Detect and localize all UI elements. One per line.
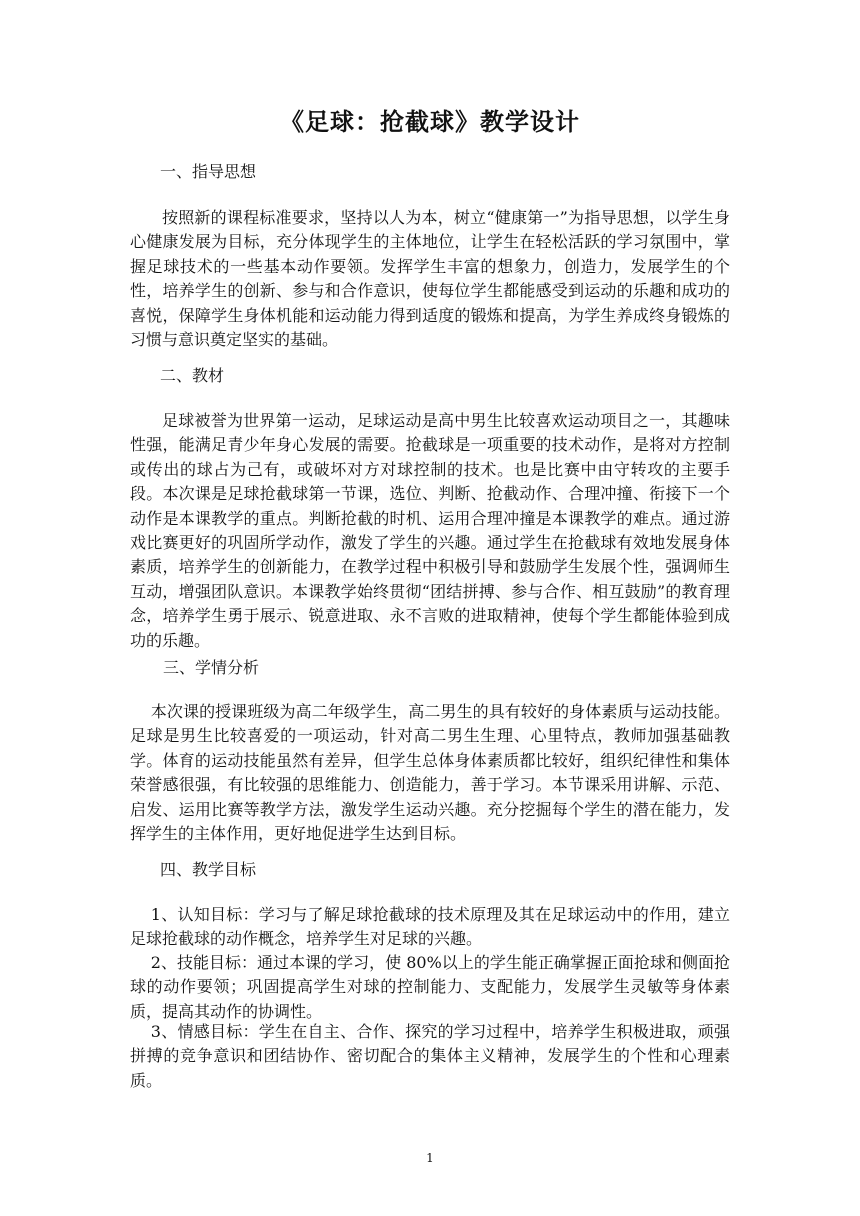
section-heading-guiding-thought: 一、指导思想 bbox=[160, 162, 257, 181]
objective-emotional: 3、情感目标：学生在自主、合作、探究的学习过程中，培养学生积极进取，顽强拼搏的竞争意识和团结协作、密切配合的集体主义精神，发展学生的个性和心理素质。 bbox=[130, 1022, 730, 1090]
section-heading-teaching-objectives: 四、教学目标 bbox=[160, 860, 257, 879]
objective-cognitive: 1、认知目标：学习与了解足球抢截球的技术原理及其在足球运动中的作用，建立足球抢截球的动作概念，培养学生对足球的兴趣。 bbox=[130, 905, 730, 949]
section-heading-teaching-material: 二、教材 bbox=[160, 366, 225, 385]
objective-skill: 2、技能目标：通过本课的学习，使 80%以上的学生能正确掌握正面抢球和侧面抢球的动作要领；巩固提高学生对球的控制能力、支配能力，发展学生灵敏等身体素质，提高其动作的协调性。 bbox=[130, 953, 730, 1021]
section-heading-student-analysis: 三、学情分析 bbox=[163, 658, 260, 677]
paragraph-teaching-material: 足球被誉为世界第一运动，足球运动是高中男生比较喜欢运动项目之一，其趣味性强，能满足青少年身心发展的需要。抢截球是一项重要的技术动作，是将对方控制或传出的球占为己有，或破坏对方对球控制的技术。也是比赛中由守转攻的主要手段。本次课是足球抢截球第一节课，选位、判断、抢截动作、合理冲撞、衔接下一个动作是本课教学的重点。判断抢截的时机、运用合理冲撞是本课教学的难点。通过游戏比赛更好的巩固所学动作，激发了学生的兴趣。通过学生在抢截球有效地发展身体素质，培养学生的创新能力，在教学过程中积极引导和鼓励学生发展个性，强调师生互动，增强团队意识。本课教学始终贯彻“团结拼搏、参与合作、相互鼓励”的教育理念，培养学生勇于展示、锐意进取、永不言败的进取精神，使每个学生都能体验到成功的乐趣。 bbox=[130, 411, 730, 650]
paragraph-student-analysis: 本次课的授课班级为高二年级学生，高二男生的具有较好的身体素质与运动技能。足球是男生比较喜爱的一项运动，针对高二男生生理、心里特点，教师加强基础教学。体育的运动技能虽然有差异，但学生总体身体素质都比较好，组织纪律性和集体荣誉感很强，有比较强的思维能力、创造能力，善于学习。本节课采用讲解、示范、启发、运用比赛等教学方法，激发学生运动兴趣。充分挖掘每个学生的潜在能力，发挥学生的主体作用，更好地促进学生达到目标。 bbox=[130, 702, 730, 844]
paragraph-guiding-thought: 按照新的课程标准要求，坚持以人为本，树立“健康第一”为指导思想，以学生身心健康发展为目标，充分体现学生的主体地位，让学生在轻松活跃的学习氛围中，掌握足球技术的一些基本动作要领。发挥学生丰富的想象力，创造力，发展学生的个性，培养学生的创新、参与和合作意识，使每位学生都能感受到运动的乐趣和成功的喜悦，保障学生身体机能和运动能力得到适度的锻炼和提高，为学生养成终身锻炼的习惯与意识奠定坚实的基础。 bbox=[130, 208, 730, 350]
document-title: 《足球：抢截球》教学设计 bbox=[280, 107, 580, 136]
page-number: 1 bbox=[426, 1151, 434, 1165]
